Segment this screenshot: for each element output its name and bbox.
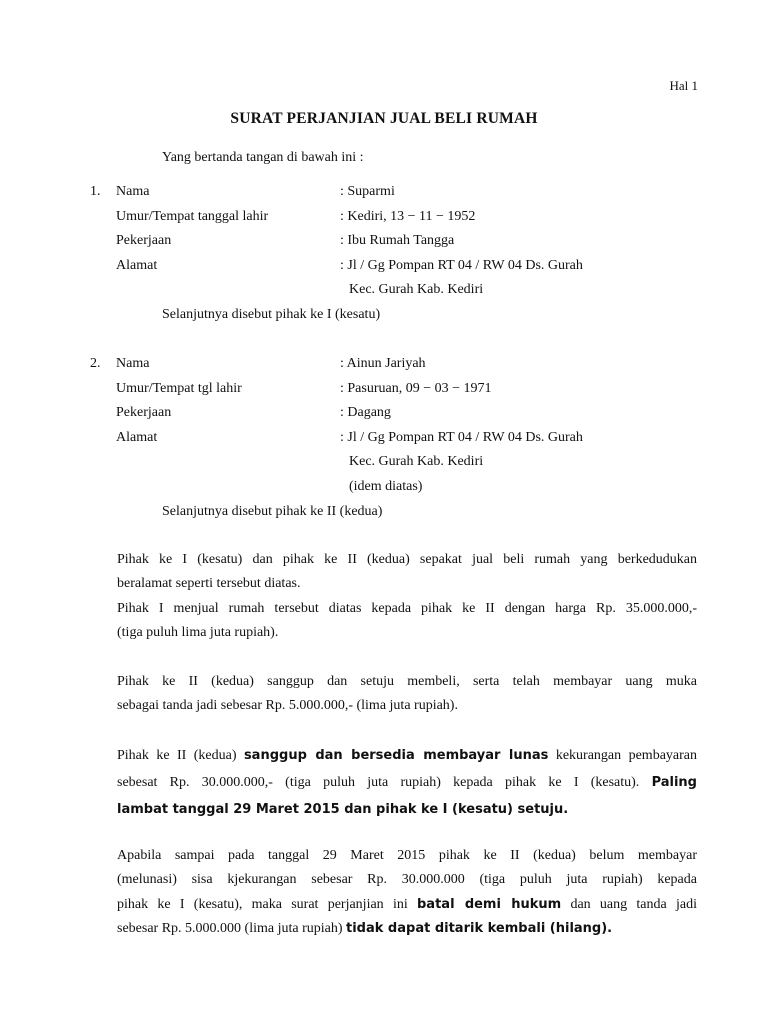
document-title: SURAT PERJANJIAN JUAL BELI RUMAH (230, 110, 538, 127)
para1-line1: Pihak ke I (kesatu) dan pihak ke II (kedua) sepakat jual beli rumah yang berkedudukan (117, 552, 697, 567)
party-2-address-cont: Kec. Gurah Kab. Kediri (349, 454, 484, 470)
party-2-row-address (90, 426, 700, 451)
para3-line3 (117, 796, 697, 823)
party-1-row-birth (90, 205, 700, 230)
party-2-name-value: : Ainun Jariyah (340, 356, 426, 371)
para4-line4 (117, 917, 697, 941)
paragraph-payment-terms (117, 742, 697, 823)
page-number: Hal 1 (669, 78, 698, 93)
party-2-name-label: Nama (116, 356, 150, 371)
party-1-row-job (90, 229, 700, 254)
party-1-name-value: : Suparmi (340, 184, 395, 199)
party-2-job-value: : Dagang (340, 405, 391, 421)
party-1-address-label: Alamat (116, 257, 158, 273)
para1-line2: beralamat seperti tersebut diatas. (117, 576, 301, 592)
para3-bold-e: Paling (651, 775, 697, 790)
paragraph-down-payment (117, 670, 697, 719)
party-2-designation: Selanjutnya disebut pihak ke II (kedua) (162, 503, 383, 519)
party-2-row-designation (90, 500, 700, 525)
paragraph-sale-agreement (117, 548, 697, 646)
para2-line2: sebagai tanda jadi sebesar Rp. 5.000.000,- (lima juta rupiah). (117, 698, 458, 714)
intro-text: Yang bertanda tangan di bawah ini : (162, 150, 364, 165)
para3-bold-f: lambat tanggal 29 Maret 2015 dan pihak ke I (kesatu) setuju. (117, 802, 569, 817)
para4-text-4a: sebesar Rp. 5.000.000 (lima juta rupiah) (117, 921, 347, 937)
para3-line2 (117, 769, 697, 796)
para4-bold-3b: batal demi hukum (417, 896, 562, 912)
party-1-number: 1. (90, 184, 101, 199)
party-2-row-name (90, 352, 700, 377)
para3-bold-b: sanggup dan bersedia membayar lunas (243, 748, 549, 763)
party-1-name-label: Nama (116, 184, 150, 199)
para4-line1: Apabila sampai pada tanggal 29 Maret 2015 pihak ke II (kedua) belum membayar (117, 848, 697, 863)
party-1-row-name (90, 180, 700, 205)
para4-line2: (melunasi) sisa kjekurangan sebesar Rp. 30.000.000 (tiga puluh juta rupiah) kepada (117, 872, 697, 888)
party-1-designation: Selanjutnya disebut pihak ke I (kesatu) (162, 306, 381, 322)
party-1-block (90, 180, 700, 328)
party-1-job-label: Pekerjaan (116, 233, 172, 249)
party-2-row-job (90, 401, 700, 426)
party-1-address-value: : Jl / Gg Pompan RT 04 / RW 04 Ds. Gurah (340, 257, 583, 273)
para1-line3: Pihak I menjual rumah tersebut diatas kepada pihak ke II dengan harga Rp. 35.000.000,- (117, 600, 697, 616)
party-2-block (90, 352, 700, 524)
para3-text-a: Pihak ke II (kedua) (117, 748, 244, 763)
para3-text-d: sebesat Rp. 30.000.000,- (tiga puluh juta rupiah) kepada pihak ke I (kesatu). (117, 775, 652, 790)
para4-bold-4b: tidak dapat ditarik kembali (hilang). (346, 921, 613, 937)
party-2-address-value: : Jl / Gg Pompan RT 04 / RW 04 Ds. Gurah (340, 429, 583, 445)
party-1-birth-label: Umur/Tempat tanggal lahir (116, 208, 269, 224)
party-1-address-cont: Kec. Gurah Kab. Kediri (349, 282, 484, 298)
para3-line1 (117, 742, 697, 769)
party-2-row-birth (90, 377, 700, 402)
party-2-address-label: Alamat (116, 429, 158, 445)
para4-line3 (117, 893, 697, 917)
party-2-birth-label: Umur/Tempat tgl lahir (116, 380, 242, 396)
party-1-birth-value: : Kediri, 13 − 11 − 1952 (340, 208, 476, 224)
paragraph-default-clause (117, 844, 697, 942)
party-2-row-address-cont (90, 450, 700, 475)
para3-text-c: kekurangan pembayaran (548, 748, 697, 763)
party-2-address-note: (idem diatas) (349, 478, 423, 494)
party-2-row-address-note (90, 475, 700, 500)
party-2-number: 2. (90, 356, 101, 371)
party-1-row-address-cont (90, 278, 700, 303)
party-2-birth-value: : Pasuruan, 09 − 03 − 1971 (340, 380, 492, 396)
party-2-job-label: Pekerjaan (116, 405, 172, 421)
para4-text-3c: dan uang tanda jadi (561, 896, 697, 912)
party-1-job-value: : Ibu Rumah Tangga (340, 233, 455, 249)
para1-line4: (tiga puluh lima juta rupiah). (117, 625, 279, 641)
para4-text-3a: pihak ke I (kesatu), maka surat perjanjian ini (117, 896, 417, 912)
para2-line1: Pihak ke II (kedua) sanggup dan setuju membeli, serta telah membayar uang muka (117, 674, 697, 689)
party-1-row-designation (90, 303, 700, 328)
party-1-row-address (90, 254, 700, 279)
